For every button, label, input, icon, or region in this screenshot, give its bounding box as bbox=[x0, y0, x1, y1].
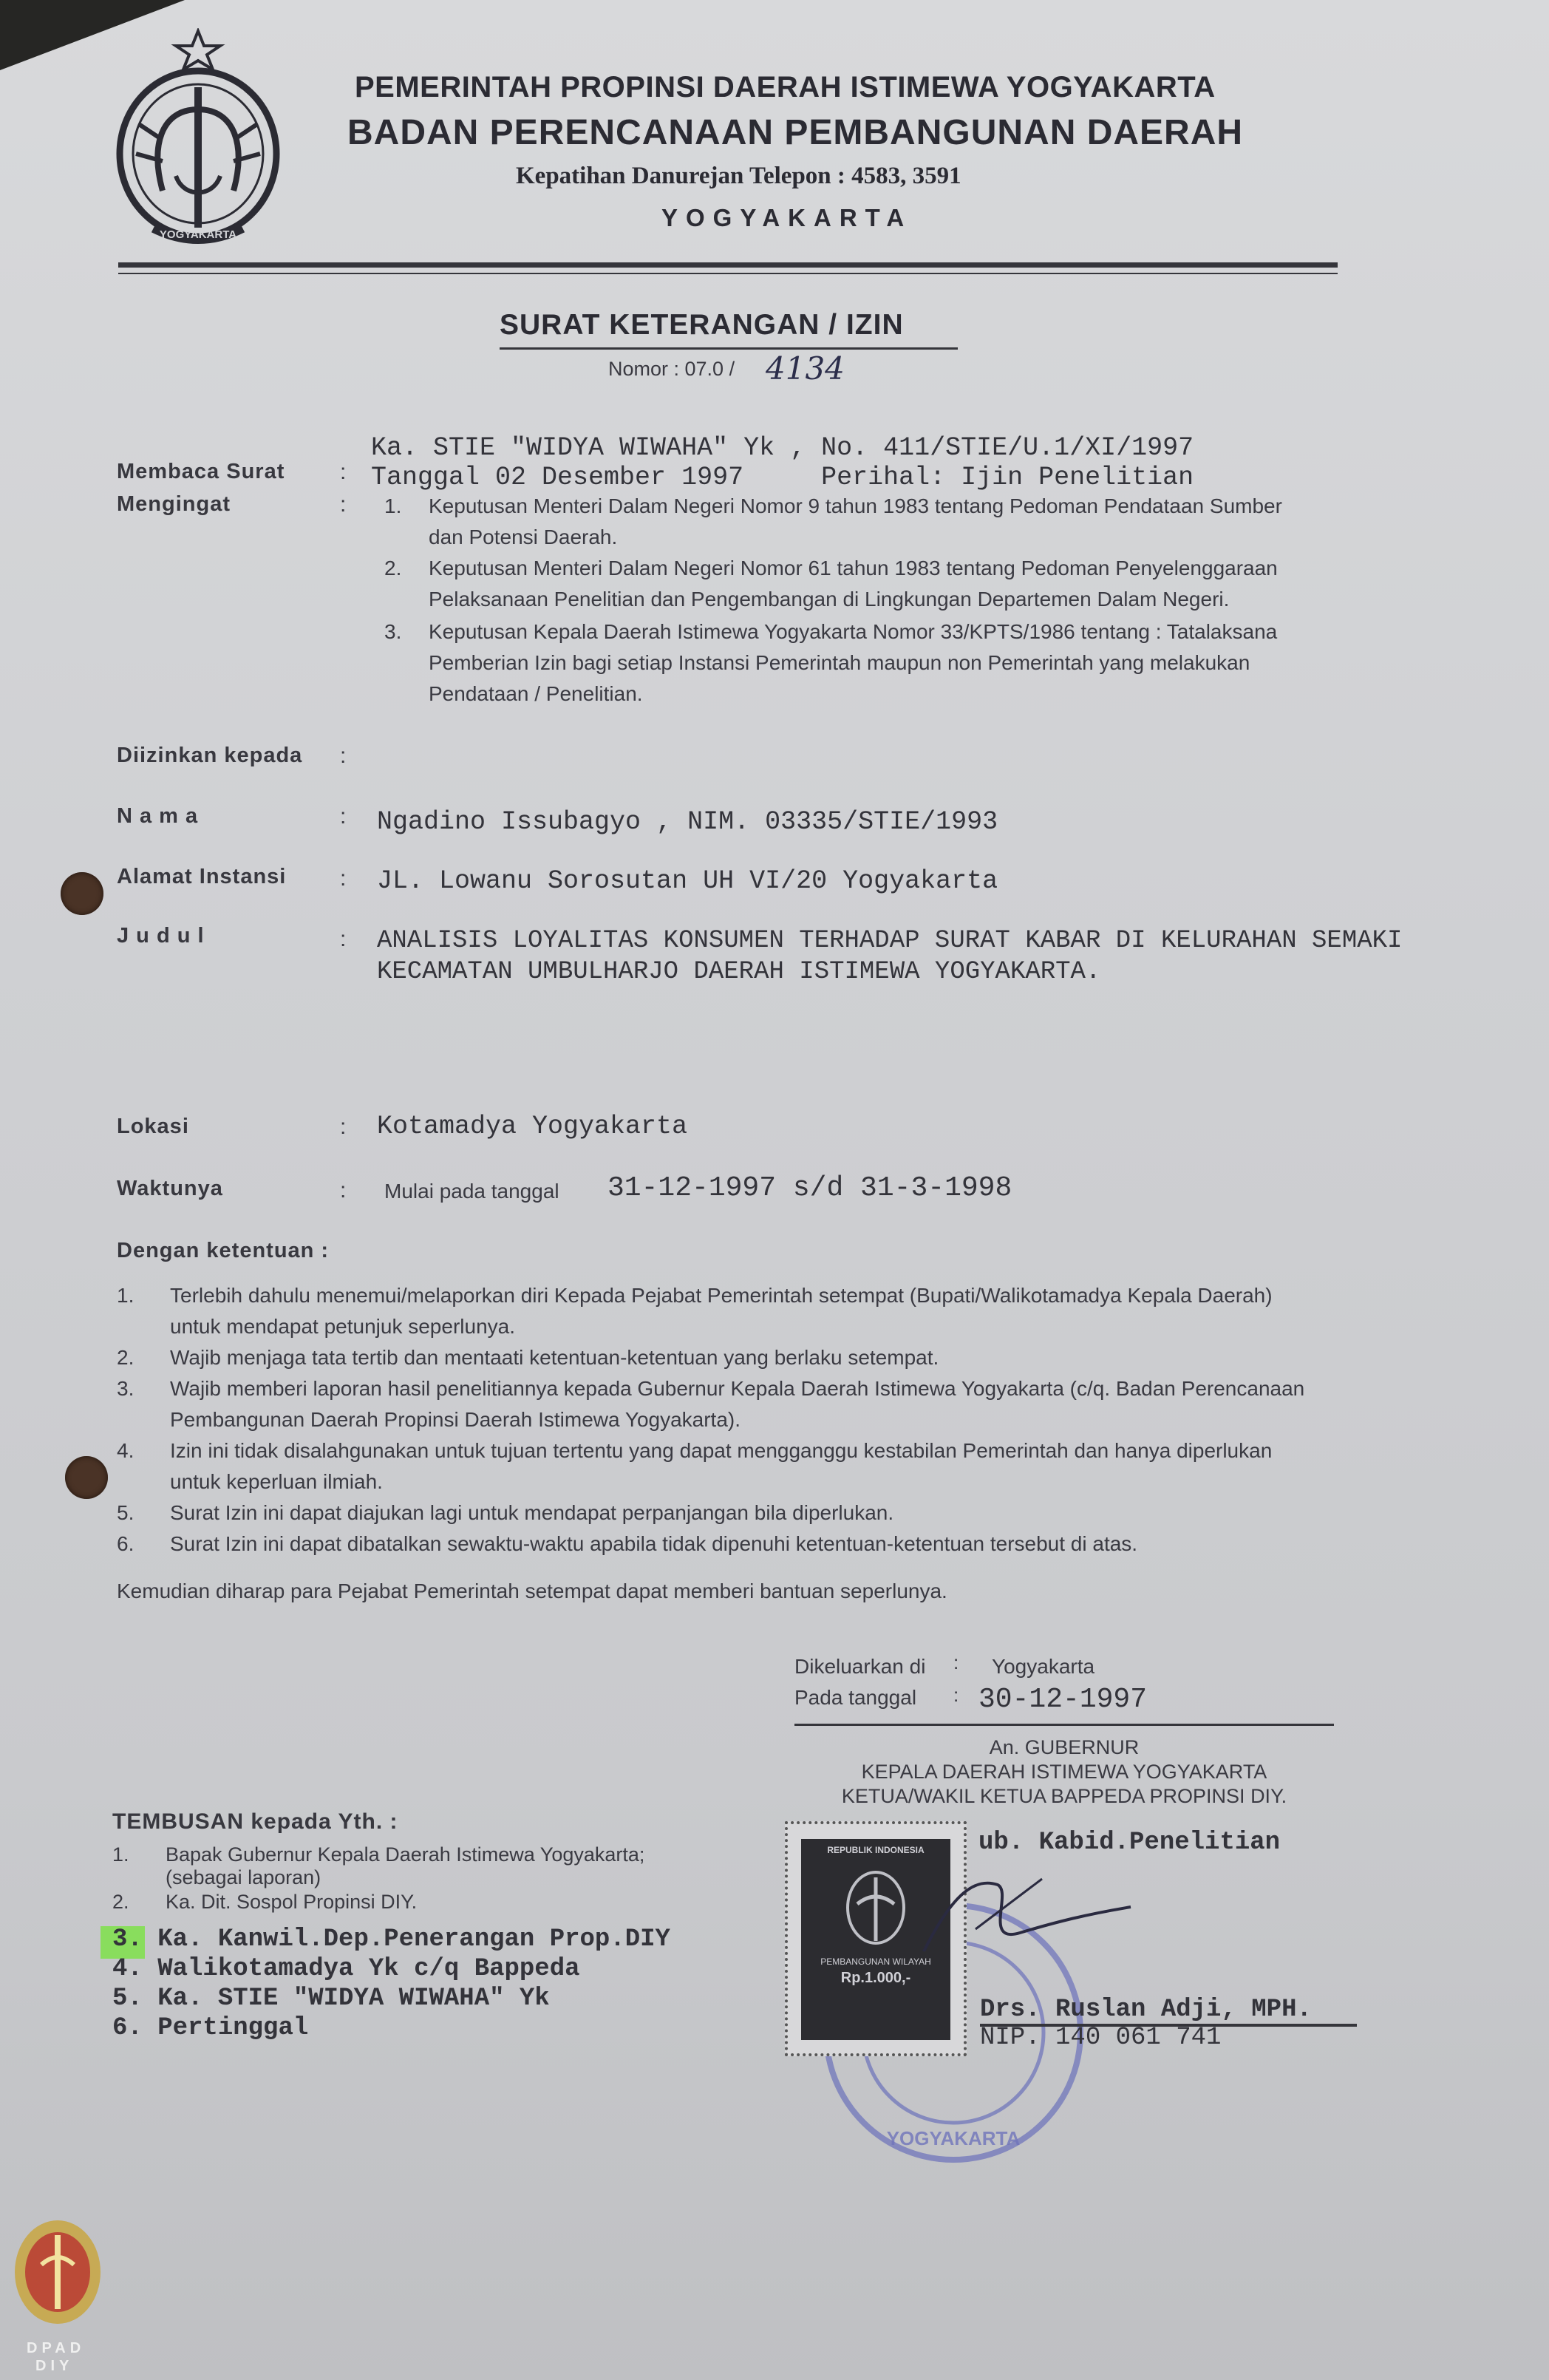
mengingat-line: Pelaksanaan Penelitian dan Pengembangan di Lingkungan Departemen Dalam Negeri. bbox=[429, 588, 1230, 611]
archive-logo-text-2: DIY bbox=[35, 2358, 74, 2374]
ketentuan-line: Izin ini tidak disalahgunakan untuk tujuan tertentu yang dapat mengganggu kestabilan Pemerintah dan hanya diperlukan bbox=[170, 1439, 1273, 1462]
ketentuan-line: untuk mendapat petunjuk seperlunya. bbox=[170, 1315, 515, 1338]
tembusan-typed-list bbox=[112, 1925, 670, 2043]
signatory-line-3: KETUA/WAKIL KETUA BAPPEDA PROPINSI DIY. bbox=[841, 1785, 1287, 1807]
judul-label: J u d u l bbox=[117, 924, 205, 948]
signatory-nip: NIP. 140 061 741 bbox=[980, 2024, 1222, 2052]
mengingat-line: dan Potensi Daerah. bbox=[429, 526, 618, 548]
tembusan-typed-item bbox=[112, 1925, 670, 1954]
judul-line-2: KECAMATAN UMBULHARJO DAERAH ISTIMEWA YOGYAKARTA. bbox=[377, 958, 1101, 986]
title-underline bbox=[500, 347, 958, 350]
ketentuan-item bbox=[117, 1342, 1358, 1373]
seal-banner-text: YOGYAKARTA bbox=[159, 228, 237, 241]
ketentuan-item bbox=[117, 1280, 1358, 1342]
mengingat-line: Keputusan Kepala Daerah Istimewa Yogyakarta Nomor 33/KPTS/1986 tentang : Tatalaksana bbox=[429, 620, 1278, 643]
ketentuan-num: 6. bbox=[117, 1532, 135, 1555]
ketentuan-num: 3. bbox=[117, 1377, 135, 1400]
judul-line-1: ANALISIS LOYALITAS KONSUMEN TERHADAP SURAT KABAR DI KELURAHAN SEMAKI bbox=[377, 927, 1403, 955]
typed-num: 6. bbox=[112, 2014, 143, 2042]
signatory-line-1: An. GUBERNUR bbox=[989, 1736, 1140, 1758]
ketentuan-item bbox=[117, 1435, 1358, 1497]
mengingat-line: Keputusan Menteri Dalam Negeri Nomor 61 tahun 1983 tentang Pedoman Penyelenggaraan bbox=[429, 557, 1278, 579]
stamp-value: Rp.1.000,- bbox=[840, 1970, 911, 1986]
issued-rule bbox=[794, 1724, 1334, 1726]
typed-text: Ka. STIE "WIDYA WIWAHA" Yk bbox=[157, 1985, 550, 2013]
ketentuan-num: 5. bbox=[117, 1501, 135, 1524]
membaca-line-1: Ka. STIE "WIDYA WIWAHA" Yk , No. 411/STIE/U.1/XI/1997 bbox=[371, 433, 1194, 463]
ketentuan-line: Terlebih dahulu menemui/melaporkan diri Kepada Pejabat Pemerintah setempat (Bupati/Walikotamadya Kepala Daerah) bbox=[170, 1284, 1273, 1307]
ketentuan-line: Wajib menjaga tata tertib dan mentaati ketentuan-ketentuan yang berlaku setempat. bbox=[170, 1346, 939, 1369]
issued-date-label: Pada tanggal bbox=[794, 1686, 917, 1709]
lokasi-value: Kotamadya Yogyakarta bbox=[377, 1112, 688, 1141]
issued-date-value: 30-12-1997 bbox=[978, 1684, 1148, 1716]
waktu-value: 31-12-1997 s/d 31-3-1998 bbox=[607, 1172, 1012, 1204]
mengingat-item-2 bbox=[384, 553, 1345, 615]
alamat-value: JL. Lowanu Sorosutan UH VI/20 Yogyakarta bbox=[377, 866, 998, 896]
typed-num: 5. bbox=[112, 1985, 143, 2013]
tembusan-line: (sebagai laporan) bbox=[166, 1866, 321, 1888]
tembusan-typed-item bbox=[112, 1984, 670, 2013]
typed-num: 3. bbox=[112, 1925, 143, 1954]
header-line-4: YOGYAKARTA bbox=[661, 204, 913, 231]
nama-value: Ngadino Issubagyo , NIM. 03335/STIE/1993 bbox=[377, 807, 998, 837]
ketentuan-list bbox=[117, 1280, 1358, 1560]
membaca-colon: : bbox=[340, 460, 347, 484]
tembusan-item-2 bbox=[112, 1891, 748, 1914]
signatory-name: Drs. Ruslan Adji, MPH. bbox=[980, 1996, 1312, 2024]
mengingat-line: Pendataan / Penelitian. bbox=[429, 682, 643, 705]
issued-place-colon: : bbox=[953, 1651, 959, 1673]
ketentuan-num: 2. bbox=[117, 1346, 135, 1369]
nomor-label: Nomor : 07.0 / bbox=[608, 358, 735, 380]
waktu-colon: : bbox=[340, 1178, 347, 1203]
mengingat-label: Mengingat bbox=[117, 492, 231, 516]
mengingat-num: 3. bbox=[384, 620, 402, 643]
waktu-label: Waktunya bbox=[117, 1177, 223, 1200]
ketentuan-line: Pembangunan Daerah Propinsi Daerah Istimewa Yogyakarta). bbox=[170, 1408, 741, 1431]
stamp-emblem-icon bbox=[842, 1867, 909, 1948]
tembusan-num: 1. bbox=[112, 1843, 129, 1866]
archive-logo-icon bbox=[6, 2213, 109, 2339]
lokasi-label: Lokasi bbox=[117, 1115, 189, 1138]
signatory-ub: ub. Kabid.Penelitian bbox=[978, 1829, 1281, 1857]
stamp-caption: PEMBANGUNAN WILAYAH bbox=[820, 1956, 931, 1967]
ketentuan-line: Surat Izin ini dapat dibatalkan sewaktu-waktu apabila tidak dipenuhi ketentuan-ketentuan tersebut di atas. bbox=[170, 1532, 1138, 1555]
diizinkan-label: Diizinkan kepada bbox=[117, 744, 303, 767]
nomor-value: 4134 bbox=[766, 350, 845, 387]
document-title: SURAT KETERANGAN / IZIN bbox=[500, 309, 904, 341]
signatory-line-2: KEPALA DAERAH ISTIMEWA YOGYAKARTA bbox=[861, 1761, 1267, 1783]
signatory-block bbox=[791, 1735, 1338, 1809]
judul-colon: : bbox=[340, 927, 347, 951]
issued-date-colon: : bbox=[953, 1684, 959, 1706]
ketentuan-num: 4. bbox=[117, 1439, 135, 1462]
typed-num: 4. bbox=[112, 1955, 143, 1983]
issued-place-label: Dikeluarkan di bbox=[794, 1655, 926, 1678]
tembusan-line: Ka. Dit. Sospol Propinsi DIY. bbox=[166, 1891, 418, 1913]
ketentuan-line: Wajib memberi laporan hasil penelitiannya kepada Gubernur Kepala Daerah Istimewa Yogyakarta (c/q. Badan Perencanaan bbox=[170, 1377, 1305, 1400]
ketentuan-item bbox=[117, 1373, 1358, 1435]
tembusan-item-1 bbox=[112, 1843, 748, 1889]
nama-colon: : bbox=[340, 804, 347, 829]
coat-of-arms-icon bbox=[109, 28, 287, 250]
lokasi-colon: : bbox=[340, 1115, 347, 1139]
header-rule-thick bbox=[118, 262, 1338, 268]
mengingat-num: 1. bbox=[384, 494, 402, 517]
header-line-3: Kepatihan Danurejan Telepon : 4583, 3591 bbox=[516, 163, 961, 189]
punch-hole bbox=[65, 1456, 108, 1499]
seal-bottom-text: YOGYAKARTA bbox=[886, 2127, 1021, 2149]
header-line-2: BADAN PERENCANAAN PEMBANGUNAN DAERAH bbox=[347, 113, 1244, 152]
mengingat-num: 2. bbox=[384, 557, 402, 579]
mengingat-line: Keputusan Menteri Dalam Negeri Nomor 9 tahun 1983 tentang Pedoman Pendataan Sumber bbox=[429, 494, 1282, 517]
mengingat-item-1 bbox=[384, 491, 1345, 553]
ketentuan-line: Surat Izin ini dapat diajukan lagi untuk mendapat perpanjangan bila diperlukan. bbox=[170, 1501, 894, 1524]
nama-label: N a m a bbox=[117, 804, 199, 828]
punch-hole bbox=[61, 872, 103, 915]
mengingat-colon: : bbox=[340, 492, 347, 517]
typed-text: Walikotamadya Yk c/q Bappeda bbox=[157, 1955, 580, 1983]
header-line-1: PEMERINTAH PROPINSI DAERAH ISTIMEWA YOGYAKARTA bbox=[355, 71, 1216, 103]
archive-logo-text-1: DPAD bbox=[27, 2340, 86, 2356]
waktu-prefix: Mulai pada tanggal bbox=[384, 1180, 559, 1203]
header-rule-thin bbox=[118, 273, 1338, 274]
ketentuan-closing: Kemudian diharap para Pejabat Pemerintah setempat dapat memberi bantuan seperlunya. bbox=[117, 1580, 947, 1602]
tembusan-typed-item bbox=[112, 1954, 670, 1984]
membaca-label: Membaca Surat bbox=[117, 460, 285, 483]
tembusan-label: TEMBUSAN kepada Yth. : bbox=[112, 1809, 398, 1834]
alamat-colon: : bbox=[340, 866, 347, 891]
typed-text: Pertinggal bbox=[157, 2014, 309, 2042]
mengingat-line: Pemberian Izin bagi setiap Instansi Pemerintah maupun non Pemerintah yang melakukan bbox=[429, 651, 1250, 674]
tembusan-num: 2. bbox=[112, 1891, 129, 1913]
membaca-line-2: Tanggal 02 Desember 1997 Perihal: Ijin Penelitian bbox=[371, 463, 1194, 492]
signature-scrawl bbox=[909, 1863, 1153, 1966]
alamat-label: Alamat Instansi bbox=[117, 865, 287, 888]
ketentuan-item bbox=[117, 1529, 1358, 1560]
typed-text: Ka. Kanwil.Dep.Penerangan Prop.DIY bbox=[157, 1925, 670, 1954]
issued-place-value: Yogyakarta bbox=[992, 1655, 1095, 1678]
stamp-top-text: REPUBLIK INDONESIA bbox=[827, 1845, 925, 1855]
tembusan-line: Bapak Gubernur Kepala Daerah Istimewa Yogyakarta; bbox=[166, 1843, 645, 1866]
tembusan-typed-item bbox=[112, 2013, 670, 2043]
mengingat-item-3 bbox=[384, 616, 1345, 710]
diizinkan-colon: : bbox=[340, 744, 347, 768]
ketentuan-label: Dengan ketentuan : bbox=[117, 1239, 330, 1262]
ketentuan-item bbox=[117, 1497, 1358, 1529]
ketentuan-num: 1. bbox=[117, 1284, 135, 1307]
ketentuan-line: untuk keperluan ilmiah. bbox=[170, 1470, 383, 1493]
